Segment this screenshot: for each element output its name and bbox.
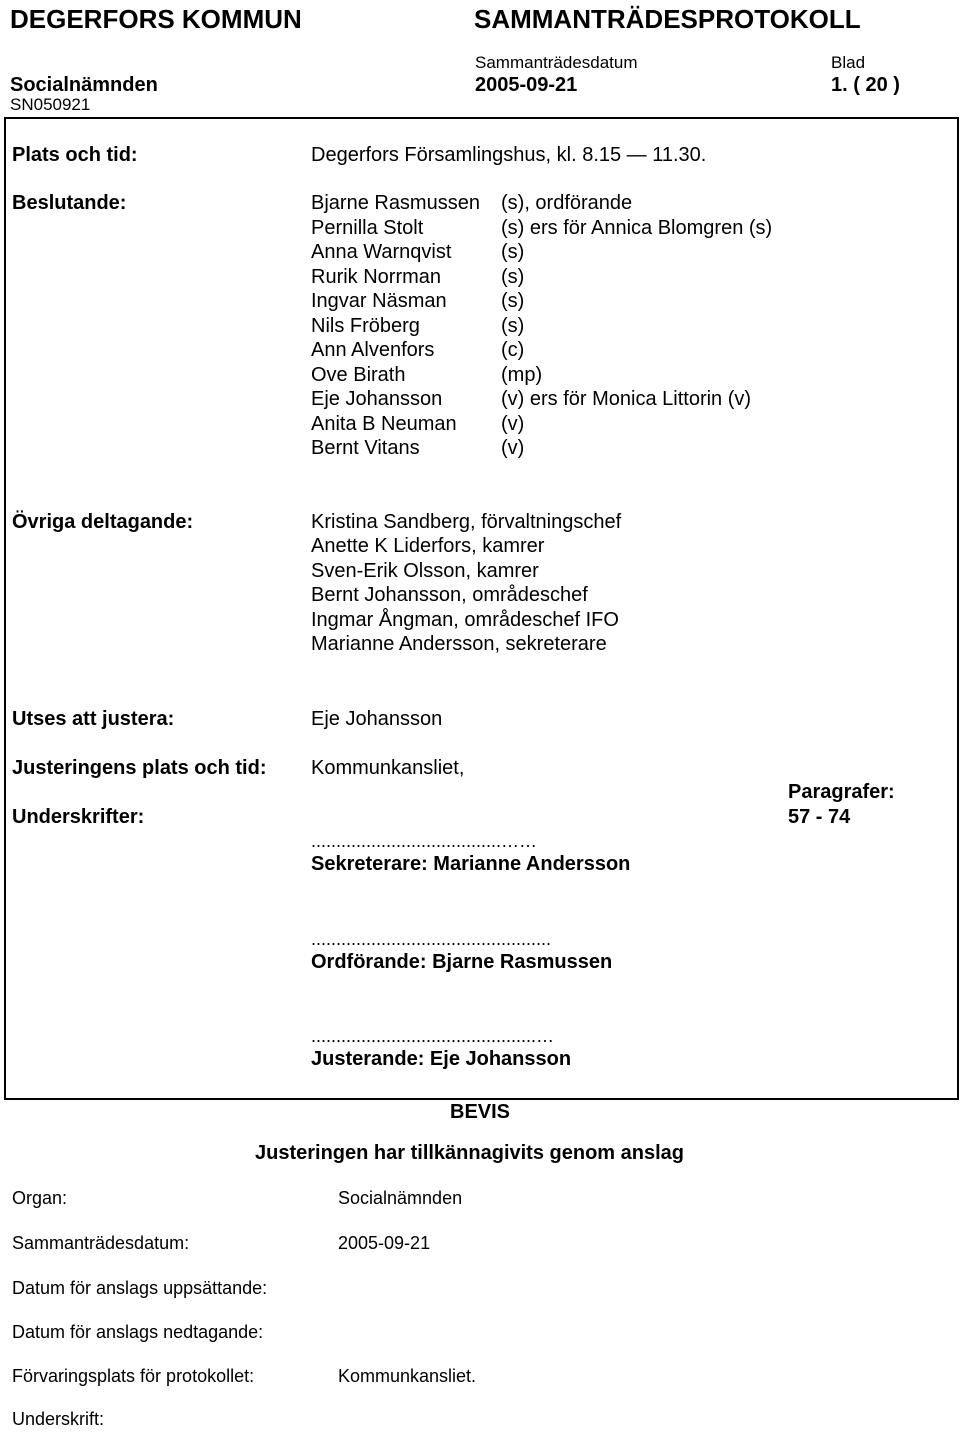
page-number: 1. ( 20 ) xyxy=(831,74,900,96)
adjuster-value: Eje Johansson xyxy=(311,708,443,730)
storage-label: Förvaringsplats för protokollet: xyxy=(12,1366,255,1386)
member-party-note: (s) ers för Annica Blomgren (s) xyxy=(501,216,773,239)
right-border xyxy=(957,117,959,1099)
member-party-note: (s) xyxy=(501,241,525,263)
member-name: Rurik Norrman xyxy=(311,265,442,288)
municipality-name: DEGERFORS KOMMUN xyxy=(10,4,302,34)
other-participant: Bernt Johansson, områdeschef xyxy=(311,584,588,607)
member-name: Eje Johansson xyxy=(311,388,443,410)
place-value: Degerfors Församlingshus, kl. 8.15 — 11.30. xyxy=(311,144,707,166)
member-party-note: (v) xyxy=(501,437,525,459)
member-party-note: (s) xyxy=(501,265,525,288)
bevis-subtitle: Justeringen har tillkännagivits genom anslag xyxy=(255,1142,684,1164)
member-name: Ingvar Näsman xyxy=(311,290,447,312)
signatures-label: Underskrifter: xyxy=(12,806,145,828)
chair-signature-line: ................................................ xyxy=(311,929,552,949)
member-name: Bjarne Rasmussen xyxy=(311,192,480,214)
other-participant: Sven-Erik Olsson, kamrer xyxy=(311,559,539,582)
organ-value: Socialnämnden xyxy=(338,1188,463,1208)
secretary-signature-line: ......................................…… xyxy=(311,831,538,851)
bevis-date-label: Sammanträdesdatum: xyxy=(12,1233,190,1253)
section-divider xyxy=(4,1098,959,1100)
member-party-note: (v) xyxy=(501,412,525,435)
member-party-note: (c) xyxy=(501,339,525,361)
other-participants-label: Övriga deltagande: xyxy=(12,511,194,533)
signature-label: Underskrift: xyxy=(12,1409,105,1429)
left-border xyxy=(4,117,6,1099)
document-type: SAMMANTRÄDESPROTOKOLL xyxy=(474,4,861,34)
chair-signature: Ordförande: Bjarne Rasmussen xyxy=(311,951,613,973)
meeting-date: 2005-09-21 xyxy=(475,74,578,96)
member-party-note: (s) xyxy=(501,290,525,312)
member-party-note: (v) ers för Monica Littorin (v) xyxy=(501,388,752,410)
other-participant: Marianne Andersson, sekreterare xyxy=(311,633,607,655)
member-name: Nils Fröberg xyxy=(311,314,420,337)
adjuster-signature: Justerande: Eje Johansson xyxy=(311,1048,572,1070)
member-name: Ove Birath xyxy=(311,363,406,386)
paragraphs-value: 57 - 74 xyxy=(788,806,851,828)
secretary-signature: Sekreterare: Marianne Andersson xyxy=(311,853,631,875)
member-party-note: (s) xyxy=(501,314,525,337)
member-name: Bernt Vitans xyxy=(311,437,420,459)
header-divider xyxy=(4,117,959,119)
page-label: Blad xyxy=(831,53,866,72)
member-party-note: (mp) xyxy=(501,363,543,386)
member-name: Anna Warnqvist xyxy=(311,241,452,263)
date-label: Sammanträdesdatum xyxy=(475,53,638,72)
adjuster-signature-line: .............................................… xyxy=(311,1026,555,1046)
other-participant: Ingmar Ångman, områdeschef IFO xyxy=(311,608,619,631)
adjust-place-value: Kommunkansliet, xyxy=(311,757,465,779)
decision-makers-label: Beslutande: xyxy=(12,192,127,214)
removed-date-label: Datum för anslags nedtagande: xyxy=(12,1322,264,1342)
adjuster-label: Utses att justera: xyxy=(12,708,175,730)
other-participant: Anette K Liderfors, kamrer xyxy=(311,535,545,558)
place-label: Plats och tid: xyxy=(12,144,138,166)
committee-name: Socialnämnden xyxy=(10,74,158,96)
adjust-place-label: Justeringens plats och tid: xyxy=(12,757,267,779)
posted-date-label: Datum för anslags uppsättande: xyxy=(12,1278,268,1298)
reference-number: SN050921 xyxy=(10,95,91,114)
bevis-date-value: 2005-09-21 xyxy=(338,1233,431,1253)
paragraphs-label: Paragrafer: xyxy=(788,781,895,803)
other-participant: Kristina Sandberg, förvaltningschef xyxy=(311,511,622,533)
storage-value: Kommunkansliet. xyxy=(338,1366,477,1386)
bevis-title: BEVIS xyxy=(450,1101,511,1123)
member-name: Anita B Neuman xyxy=(311,412,457,435)
member-party-note: (s), ordförande xyxy=(501,192,633,214)
member-name: Pernilla Stolt xyxy=(311,216,424,239)
organ-label: Organ: xyxy=(12,1188,68,1208)
member-name: Ann Alvenfors xyxy=(311,339,435,361)
